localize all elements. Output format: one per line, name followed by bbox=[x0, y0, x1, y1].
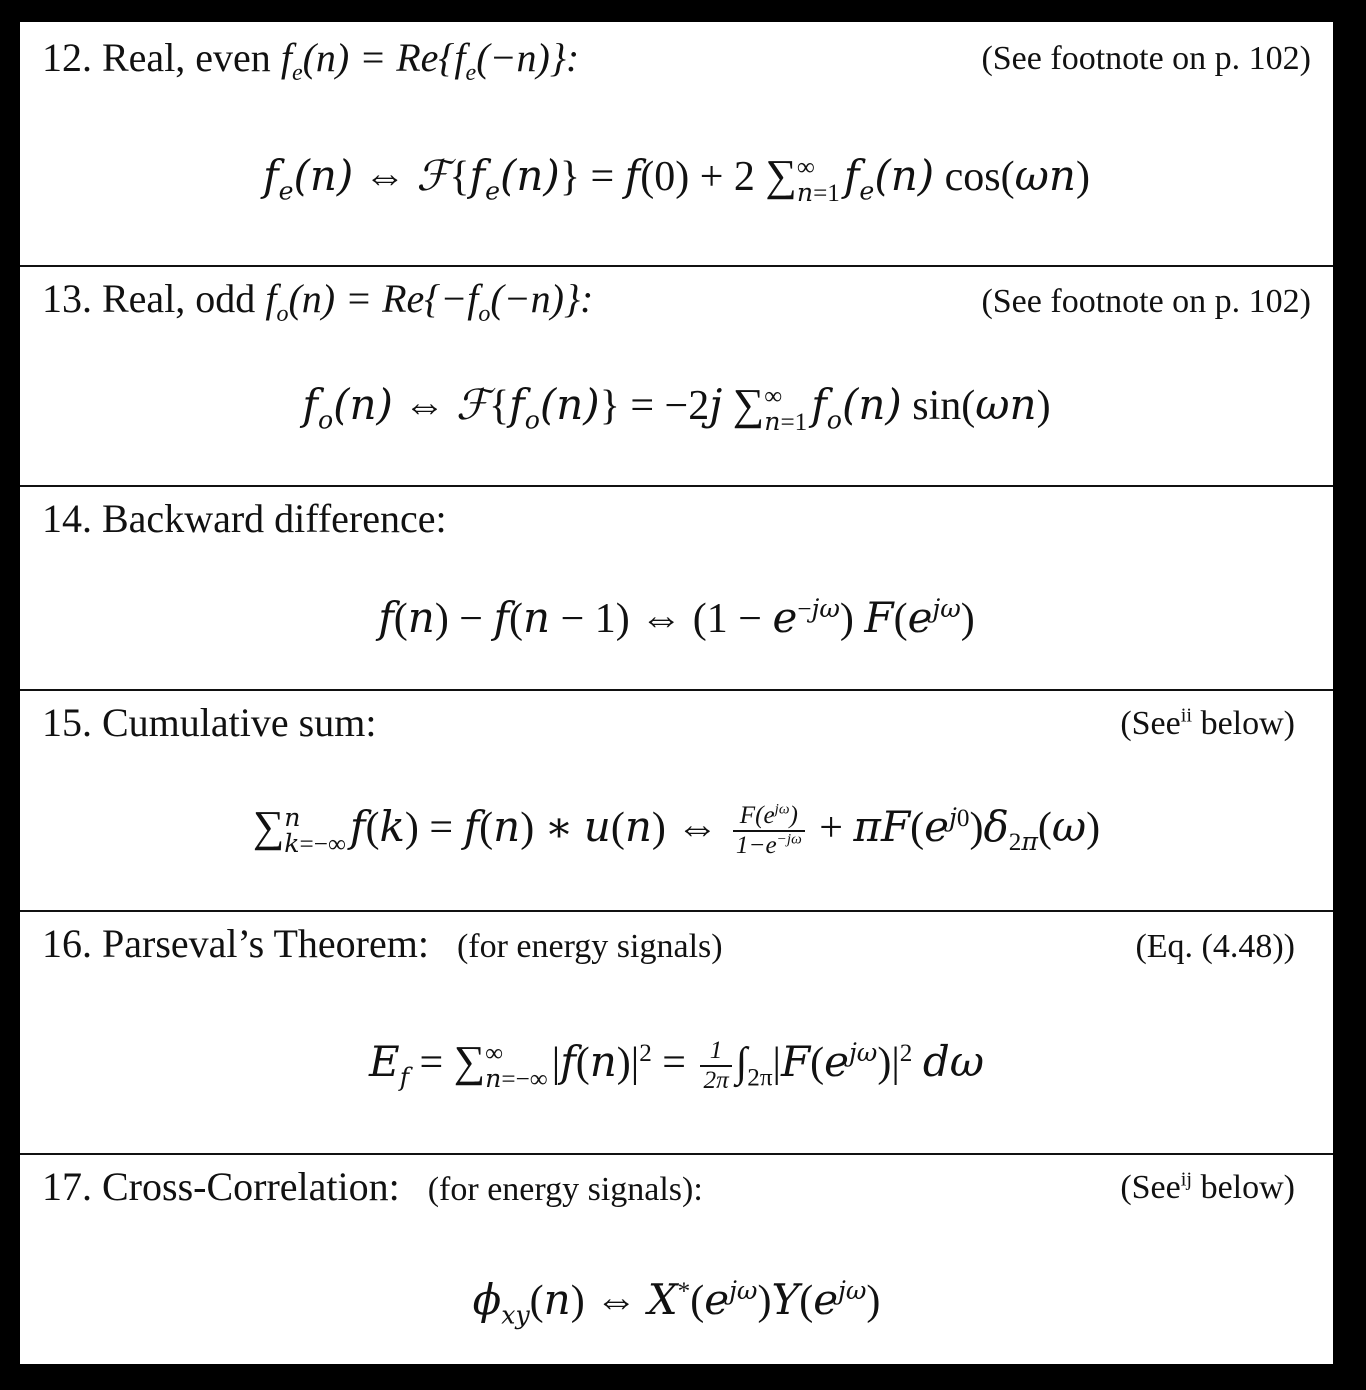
row-title bbox=[42, 920, 723, 967]
row-equation: $f_e(n)$ ⇔ $ℱ\{f_e(n)\} = f(0) + 2$ ∑ ∞ n=1 $f_e(n)$ cos(ωn) bbox=[263, 151, 1090, 207]
row-reference: (See footnote on p. 102) bbox=[981, 283, 1311, 320]
row-equation: ∑ n k=−∞ f(k) = f(n) ∗ u(n) ⇔ $\frac{F(e^{j\omega})}{1-e^{-j\omega}}$ + $\pi F(e^{j0})\delta_{2\pi}(\omega)$ bbox=[252, 801, 1101, 860]
reference-prefix: (See bbox=[1120, 705, 1181, 742]
row-subtitle: (for energy signals): bbox=[427, 1171, 703, 1208]
row-15 bbox=[20, 691, 1333, 912]
row-13 bbox=[20, 267, 1333, 487]
reference-prefix: (See bbox=[1120, 1169, 1181, 1206]
reference-suffix: below) bbox=[1192, 705, 1295, 742]
row-title-expr: $f_o(n) = Re\{-f_o(-n)\}$: bbox=[265, 276, 594, 327]
row-equation: $f_o(n)$ ⇔ $ℱ\{f_o(n)\} = -2j$ ∑ ∞ n=1 $f_o(n)$ sin(ωn) bbox=[302, 380, 1051, 436]
row-title bbox=[42, 275, 594, 327]
row-16 bbox=[20, 912, 1333, 1155]
properties-table bbox=[20, 22, 1333, 1364]
row-subtitle: (for energy signals) bbox=[456, 928, 723, 965]
reference-suffix: below) bbox=[1192, 1169, 1295, 1206]
row-title-expr: $f_e(n) = Re\{f_e(-n)\}$: bbox=[280, 35, 580, 86]
row-title-text: 13. Real, odd bbox=[42, 276, 256, 321]
row-14 bbox=[20, 487, 1333, 691]
row-reference bbox=[1120, 1169, 1295, 1207]
row-title: 15. Cumulative sum: bbox=[42, 700, 377, 745]
row-equation: $E_f$ = ∑ ∞ n=−∞ $|f(n)|^2$ = $\frac{1}{2\pi}$ $\int_{2\pi}|F(e^{j\omega})|^2$ dω bbox=[369, 1037, 984, 1095]
row-title-text: 12. Real, even bbox=[42, 35, 271, 80]
row-equation: $\phi_{xy}(n)$ ⇔ $X^*(e^{j\omega})Y(e^{j\omega})$ bbox=[472, 1275, 881, 1330]
row-reference: (Eq. (4.48)) bbox=[1135, 928, 1295, 965]
footnote-marker: ii bbox=[1180, 704, 1193, 727]
footnote-marker: ij bbox=[1180, 1168, 1193, 1191]
row-reference bbox=[1120, 705, 1295, 743]
row-title-text: 17. Cross-Correlation: bbox=[42, 1164, 400, 1209]
row-title bbox=[42, 34, 580, 86]
row-title bbox=[42, 1163, 703, 1210]
row-title: 14. Backward difference: bbox=[42, 496, 447, 541]
row-12 bbox=[20, 22, 1333, 267]
row-17 bbox=[20, 1155, 1333, 1364]
row-title-text: 16. Parseval’s Theorem: bbox=[42, 921, 429, 966]
row-equation: f(n) − f(n − 1) ⇔ $(1 - e^{-j\omega})$ $F(e^{j\omega})$ bbox=[378, 593, 975, 642]
row-reference: (See footnote on p. 102) bbox=[981, 40, 1311, 77]
